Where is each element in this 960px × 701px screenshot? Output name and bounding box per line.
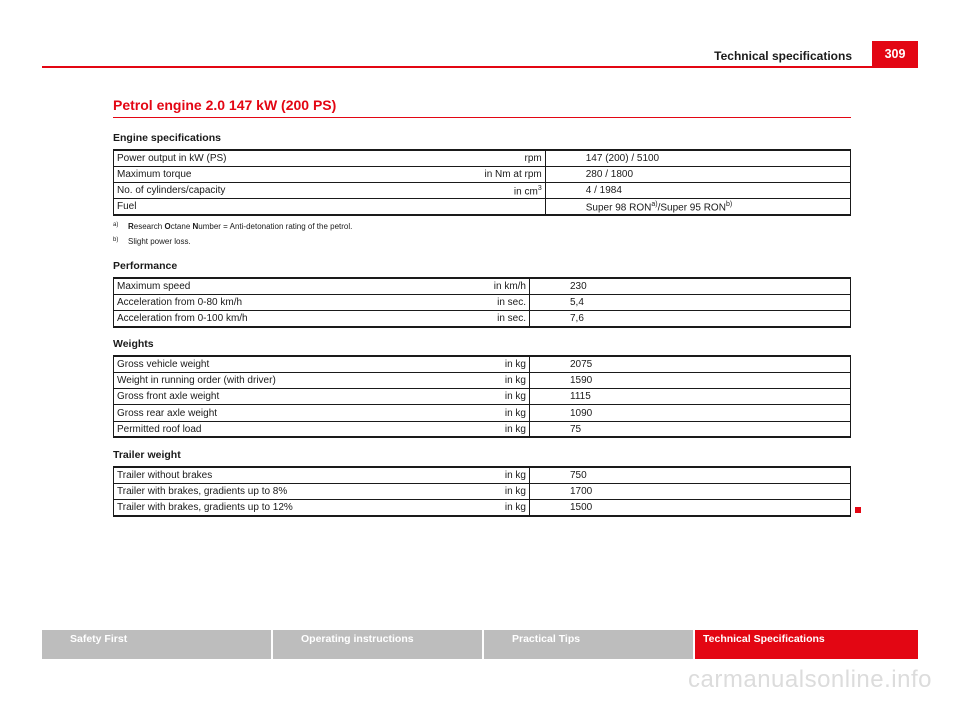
row-label: Acceleration from 0-100 km/h: [114, 311, 482, 327]
row-unit: in kg: [482, 372, 530, 388]
footnote-a: [113, 222, 352, 237]
table-row: [114, 483, 851, 499]
table-row: [114, 199, 851, 215]
performance-heading: Performance: [113, 260, 178, 272]
unit-text: in cm: [513, 185, 538, 197]
row-value: 1090: [530, 405, 851, 421]
footnote-ref-a: a): [651, 200, 658, 208]
footer-tab-operating-instructions[interactable]: Operating instructions: [273, 630, 484, 659]
row-unit: in sec.: [482, 294, 530, 310]
row-label: Gross front axle weight: [114, 389, 482, 405]
row-value: 5,4: [530, 294, 851, 310]
table-row: [114, 389, 851, 405]
row-value: 230: [530, 278, 851, 294]
footnote-text-part: umber = Anti-detonation rating of the petrol.: [198, 222, 353, 231]
footnote-text: Slight power loss.: [128, 237, 191, 246]
footnote-text-part: esearch: [133, 222, 165, 231]
footnote-mark: a): [113, 222, 119, 228]
row-value: 7,6: [530, 311, 851, 327]
row-value: 147 (200) / 5100: [545, 150, 850, 166]
weights-table: [113, 355, 851, 438]
performance-table: [113, 277, 851, 328]
table-row: [114, 150, 851, 166]
row-unit: in Nm at rpm: [482, 166, 546, 182]
row-value: 280 / 1800: [545, 166, 850, 182]
row-unit: in kg: [482, 405, 530, 421]
acronym-letter: R: [128, 222, 134, 231]
row-label: Trailer with brakes, gradients up to 8%: [114, 483, 482, 499]
section-end-marker: [855, 507, 861, 513]
table-row: [114, 405, 851, 421]
acronym-letter: O: [164, 222, 171, 231]
footnote-ref-b: b): [725, 200, 733, 208]
engine-specs-heading: Engine specifications: [113, 132, 221, 144]
row-unit: in km/h: [482, 278, 530, 294]
table-row: [114, 500, 851, 516]
footnote-text: [128, 222, 352, 231]
row-unit: [482, 183, 546, 199]
row-unit: in kg: [482, 483, 530, 499]
fuel-alternative: Super 95 RON: [660, 201, 726, 213]
table-row: [114, 467, 851, 483]
page-number: 309: [872, 41, 918, 68]
row-value: 1590: [530, 372, 851, 388]
row-unit: in sec.: [482, 311, 530, 327]
row-label: Maximum speed: [114, 278, 482, 294]
section-rule: [113, 117, 851, 118]
row-value: 4 / 1984: [545, 183, 850, 199]
table-row: [114, 183, 851, 199]
row-label: Power output in kW (PS): [114, 150, 482, 166]
footer-tab-technical-specifications[interactable]: Technical Specifications: [695, 630, 918, 659]
row-label: Trailer without brakes: [114, 467, 482, 483]
row-label: Maximum torque: [114, 166, 482, 182]
table-row: [114, 356, 851, 372]
fuel-primary: Super 98 RON: [585, 201, 652, 213]
weights-heading: Weights: [113, 338, 154, 350]
row-value: [545, 199, 850, 215]
footer-nav: [42, 630, 918, 659]
footnote-b: [113, 237, 352, 252]
row-unit: in kg: [482, 356, 530, 372]
acronym-letter: N: [192, 222, 199, 231]
row-label: Gross vehicle weight: [114, 356, 482, 372]
row-unit: in kg: [482, 389, 530, 405]
row-unit: in kg: [482, 421, 530, 437]
table-row: [114, 421, 851, 437]
footnote-text-part: ctane: [170, 222, 193, 231]
footer-tab-practical-tips[interactable]: Practical Tips: [484, 630, 695, 659]
header-title: Technical specifications: [714, 49, 852, 63]
trailer-weight-heading: Trailer weight: [113, 449, 181, 461]
row-label: No. of cylinders/capacity: [114, 183, 482, 199]
row-label: Permitted roof load: [114, 421, 482, 437]
row-unit: [482, 199, 546, 215]
section-title: Petrol engine 2.0 147 kW (200 PS): [113, 97, 337, 113]
row-unit: rpm: [482, 150, 546, 166]
table-row: [114, 372, 851, 388]
footnote-mark: b): [113, 237, 119, 243]
table-row: [114, 311, 851, 327]
unit-superscript: 3: [537, 184, 542, 192]
header-rule: [42, 66, 918, 68]
table-row: [114, 166, 851, 182]
page-header: [42, 44, 918, 68]
row-label: Acceleration from 0-80 km/h: [114, 294, 482, 310]
row-label: Weight in running order (with driver): [114, 372, 482, 388]
row-value: 75: [530, 421, 851, 437]
row-label: Gross rear axle weight: [114, 405, 482, 421]
row-value: 750: [530, 467, 851, 483]
engine-specs-table: [113, 149, 851, 216]
watermark: carmanualsonline.info: [688, 666, 932, 693]
row-value: 1500: [530, 500, 851, 516]
row-unit: in kg: [482, 500, 530, 516]
row-unit: in kg: [482, 467, 530, 483]
table-row: [114, 278, 851, 294]
fuel-separator: /: [657, 201, 661, 213]
footer-tab-safety-first[interactable]: Safety First: [42, 630, 273, 659]
footnotes: [113, 222, 352, 252]
row-label: Trailer with brakes, gradients up to 12%: [114, 500, 482, 516]
row-value: 1700: [530, 483, 851, 499]
row-label: Fuel: [114, 199, 482, 215]
row-value: 2075: [530, 356, 851, 372]
table-row: [114, 294, 851, 310]
trailer-weight-table: [113, 466, 851, 517]
row-value: 1115: [530, 389, 851, 405]
